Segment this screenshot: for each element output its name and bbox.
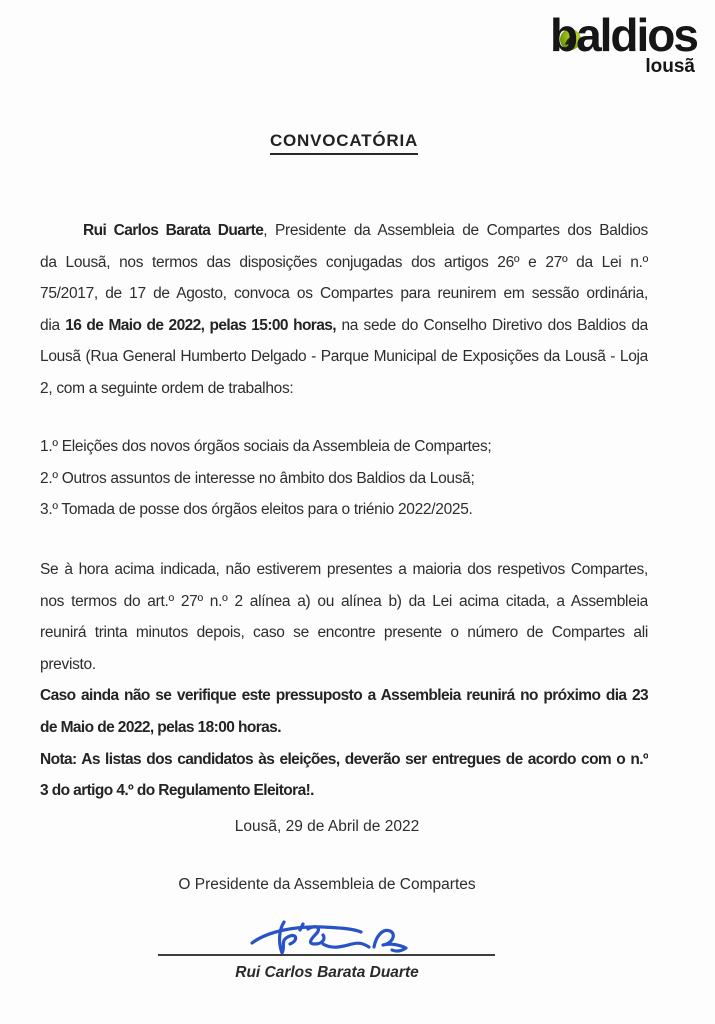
text-line: [40, 373, 648, 405]
text-line: [40, 310, 648, 342]
text-line: [40, 617, 648, 649]
text-line: [40, 680, 648, 712]
text-line: [40, 463, 648, 495]
title-wrap: [40, 131, 648, 155]
text-line: [40, 247, 648, 279]
document-title: CONVOCATÓRIA: [270, 131, 418, 155]
text-line: [40, 554, 648, 586]
agenda-list: [40, 431, 648, 526]
text-line: [40, 215, 648, 247]
text-line: [40, 494, 648, 526]
brand-wordmark: [550, 10, 697, 76]
text-segment: 2.º Outros assuntos de interesse no âmbito dos Baldios da Lousã;: [40, 469, 475, 487]
text-segment: dia: [40, 316, 66, 334]
text-segment: Lousã (Rua General Humberto Delgado - Parque Municipal de Exposições da Lousã - Loja: [40, 348, 648, 366]
text-segment: 16 de Maio de 2022, pelas 15:00 horas,: [65, 316, 336, 334]
text-line: [40, 431, 648, 463]
text-line: [40, 341, 648, 373]
signer-role: O Presidente da Assembleia de Compartes: [178, 876, 476, 893]
text-segment: nos termos do art.º 27º n.º 2 alínea a) ou alínea b) da Lei acima citada, a Assembleia: [40, 592, 648, 610]
text-segment: na sede do Conselho Diretivo dos Baldios da: [336, 316, 648, 334]
text-segment: Caso ainda não se verifique este pressuposto a Assembleia reunirá no próximo dia 23: [40, 687, 648, 705]
signature-line: [158, 954, 495, 956]
text-line: [40, 712, 648, 744]
signer-name: Rui Carlos Barata Duarte: [235, 964, 419, 981]
text-line: [40, 649, 648, 681]
text-line: [40, 744, 648, 776]
brand-text: baldios: [549, 9, 697, 61]
text-line: [40, 586, 648, 618]
text-line: [40, 278, 648, 310]
text-segment: 3.º Tomada de posse dos órgãos eleitos para o triénio 2022/2025.: [40, 501, 473, 519]
text-segment: 75/2017, de 17 de Agosto, convoca os Compartes para reunirem em sessão ordinária,: [40, 285, 648, 303]
text-segment: da Lousã, nos termos das disposições conjugadas dos artigos 26º e 27º da Lei n.º: [40, 253, 648, 271]
text-segment: Nota: As listas dos candidatos às eleições, deverão ser entregues de acordo com o n.º: [40, 750, 648, 768]
text-segment: 3 do artigo 4.º do Regulamento Eleitora!.: [40, 782, 314, 800]
text-line: [40, 775, 648, 807]
text-segment: reunirá trinta minutos depois, caso se encontre presente o número de Compartes ali: [40, 624, 648, 642]
date-line: Lousã, 29 de Abril de 2022: [234, 818, 420, 835]
text-segment: 1.º Eleições dos novos órgãos sociais da Assembleia de Compartes;: [40, 438, 492, 455]
logo: [550, 10, 697, 77]
text-segment: de Maio de 2022, pelas 18:00 horas.: [40, 718, 281, 736]
conditions-paragraph: [40, 554, 648, 807]
text-segment: Rui Carlos Barata Duarte: [83, 222, 264, 239]
text-segment: Se à hora acima indicada, não estiverem presentes a maioria dos respetivos Compartes,: [40, 561, 648, 578]
text-segment: 2, com a seguinte ordem de trabalhos:: [40, 379, 294, 397]
intro-paragraph: [40, 215, 648, 405]
text-segment: , Presidente da Assembleia de Compartes dos Baldios: [263, 222, 648, 239]
region-label: lousã: [645, 55, 695, 77]
text-segment: previsto.: [40, 655, 96, 673]
